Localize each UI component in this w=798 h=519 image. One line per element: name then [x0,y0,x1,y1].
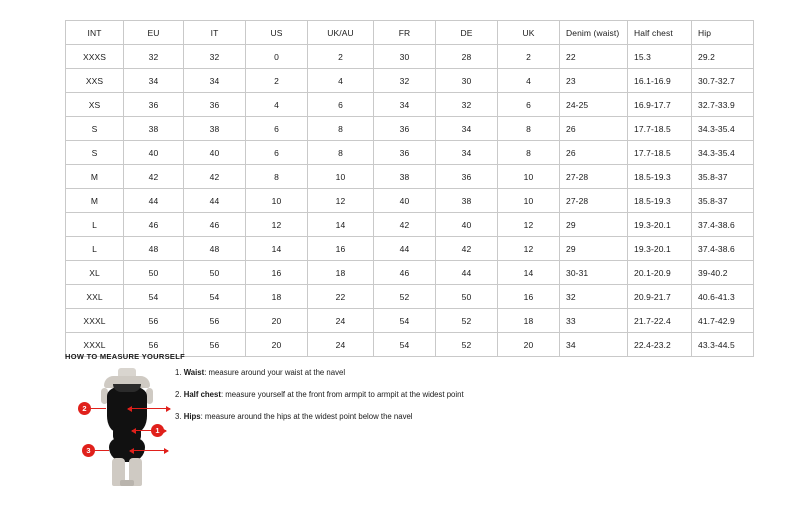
cell-ukau: 18 [308,261,374,285]
cell-half-chest: 17.7-18.5 [628,117,692,141]
cell-de: 30 [436,69,498,93]
table-row [66,189,754,213]
cell-it: 50 [184,261,246,285]
cell-half-chest: 19.3-20.1 [628,237,692,261]
cell-denim-waist: 33 [560,309,628,333]
cell-int: XXXL [66,333,124,357]
measure-item-text: : measure yourself at the front from armpit to armpit at the widest point [220,390,464,400]
cell-uk: 16 [498,285,560,309]
cell-de: 36 [436,165,498,189]
cell-int: L [66,213,124,237]
cell-us: 6 [246,117,308,141]
cell-half-chest: 16.1-16.9 [628,69,692,93]
table-row [66,309,754,333]
cell-ukau: 8 [308,141,374,165]
column-header-uk: UK [498,21,560,45]
badge-waist: 1 [151,424,164,437]
cell-it: 32 [184,45,246,69]
cell-us: 20 [246,333,308,357]
cell-ukau: 6 [308,93,374,117]
column-header-int: INT [66,21,124,45]
measure-item-number: 2. [175,390,182,400]
cell-de: 52 [436,333,498,357]
cell-eu: 38 [124,117,184,141]
cell-denim-waist: 27-28 [560,189,628,213]
mannequin-figure [100,368,154,486]
cell-eu: 48 [124,237,184,261]
cell-ukau: 22 [308,285,374,309]
table-row [66,285,754,309]
cell-half-chest: 17.7-18.5 [628,141,692,165]
cell-hip: 43.3-44.5 [692,333,754,357]
cell-int: S [66,117,124,141]
cell-ukau: 24 [308,333,374,357]
column-header-ukau: UK/AU [308,21,374,45]
measure-item-number: 3. [175,412,182,422]
cell-ukau: 4 [308,69,374,93]
cell-uk: 18 [498,309,560,333]
cell-it: 44 [184,189,246,213]
cell-eu: 56 [124,333,184,357]
cell-hip: 40.6-41.3 [692,285,754,309]
column-header-denim-waist: Denim (waist) [560,21,628,45]
cell-fr: 32 [374,69,436,93]
cell-it: 46 [184,213,246,237]
how-to-measure-list [175,368,595,434]
cell-denim-waist: 24-25 [560,93,628,117]
badge-half-chest: 2 [78,402,91,415]
table-row [66,213,754,237]
table-row [66,117,754,141]
table-row [66,69,754,93]
cell-int: M [66,165,124,189]
cell-uk: 2 [498,45,560,69]
cell-de: 34 [436,117,498,141]
cell-uk: 14 [498,261,560,285]
cell-half-chest: 19.3-20.1 [628,213,692,237]
cell-us: 6 [246,141,308,165]
cell-int: XXXL [66,309,124,333]
cell-uk: 12 [498,213,560,237]
cell-denim-waist: 29 [560,213,628,237]
cell-de: 38 [436,189,498,213]
size-chart-table [65,20,754,357]
cell-it: 38 [184,117,246,141]
cell-fr: 36 [374,141,436,165]
cell-de: 40 [436,213,498,237]
measure-item-hips [175,412,595,422]
cell-fr: 30 [374,45,436,69]
cell-hip: 37.4-38.6 [692,213,754,237]
how-to-measure-title: HOW TO MEASURE YOURSELF [65,352,185,361]
cell-fr: 38 [374,165,436,189]
cell-half-chest: 20.9-21.7 [628,285,692,309]
measure-item-text: : measure around the hips at the widest point below the navel [200,412,413,422]
badge-connector-hips [95,450,109,451]
cell-half-chest: 21.7-22.4 [628,309,692,333]
cell-ukau: 2 [308,45,374,69]
cell-fr: 54 [374,333,436,357]
cell-hip: 39-40.2 [692,261,754,285]
cell-it: 54 [184,285,246,309]
cell-half-chest: 22.4-23.2 [628,333,692,357]
cell-int: XXXS [66,45,124,69]
measure-item-half-chest [175,390,595,400]
cell-uk: 6 [498,93,560,117]
cell-it: 42 [184,165,246,189]
cell-fr: 54 [374,309,436,333]
cell-de: 52 [436,309,498,333]
cell-us: 8 [246,165,308,189]
column-header-us: US [246,21,308,45]
cell-us: 14 [246,237,308,261]
cell-de: 34 [436,141,498,165]
cell-de: 44 [436,261,498,285]
cell-it: 56 [184,333,246,357]
cell-ukau: 12 [308,189,374,213]
cell-half-chest: 16.9-17.7 [628,93,692,117]
table-body [66,45,754,357]
cell-fr: 46 [374,261,436,285]
cell-de: 42 [436,237,498,261]
cell-de: 28 [436,45,498,69]
cell-ukau: 14 [308,213,374,237]
half-chest-measure-arrow-icon [128,408,170,409]
cell-us: 12 [246,213,308,237]
cell-fr: 34 [374,93,436,117]
cell-hip: 29.2 [692,45,754,69]
cell-us: 18 [246,285,308,309]
cell-half-chest: 18.5-19.3 [628,189,692,213]
cell-denim-waist: 22 [560,45,628,69]
cell-eu: 34 [124,69,184,93]
cell-int: L [66,237,124,261]
table-header-row [66,21,754,45]
column-header-eu: EU [124,21,184,45]
measure-item-text: : measure around your waist at the navel [204,368,346,377]
cell-eu: 56 [124,309,184,333]
cell-eu: 42 [124,165,184,189]
cell-denim-waist: 29 [560,237,628,261]
cell-fr: 44 [374,237,436,261]
column-header-half-chest: Half chest [628,21,692,45]
cell-us: 20 [246,309,308,333]
cell-uk: 10 [498,189,560,213]
cell-it: 40 [184,141,246,165]
cell-int: S [66,141,124,165]
cell-it: 36 [184,93,246,117]
cell-eu: 46 [124,213,184,237]
table-row [66,165,754,189]
cell-int: XXL [66,285,124,309]
cell-fr: 42 [374,213,436,237]
cell-denim-waist: 27-28 [560,165,628,189]
cell-eu: 54 [124,285,184,309]
cell-us: 16 [246,261,308,285]
cell-us: 4 [246,93,308,117]
cell-eu: 50 [124,261,184,285]
cell-fr: 52 [374,285,436,309]
column-header-it: IT [184,21,246,45]
cell-denim-waist: 32 [560,285,628,309]
cell-half-chest: 15.3 [628,45,692,69]
measure-item-term: Half chest [183,390,221,400]
cell-it: 34 [184,69,246,93]
measure-item-term: Waist [183,368,205,377]
cell-uk: 8 [498,117,560,141]
cell-hip: 37.4-38.6 [692,237,754,261]
cell-uk: 12 [498,237,560,261]
cell-denim-waist: 30-31 [560,261,628,285]
cell-eu: 32 [124,45,184,69]
cell-eu: 36 [124,93,184,117]
cell-denim-waist: 34 [560,333,628,357]
cell-fr: 36 [374,117,436,141]
table-row [66,45,754,69]
cell-hip: 30.7-32.7 [692,69,754,93]
mannequin-illustration [78,368,173,488]
cell-denim-waist: 26 [560,117,628,141]
table-row [66,141,754,165]
mannequin-arm-right [146,388,153,404]
cell-hip: 32.7-33.9 [692,93,754,117]
cell-eu: 40 [124,141,184,165]
cell-it: 56 [184,309,246,333]
cell-us: 2 [246,69,308,93]
cell-int: XS [66,93,124,117]
cell-half-chest: 18.5-19.3 [628,165,692,189]
column-header-de: DE [436,21,498,45]
measure-item-waist [175,368,595,378]
cell-denim-waist: 23 [560,69,628,93]
cell-hip: 35.8-37 [692,189,754,213]
table-row [66,261,754,285]
mannequin-stand [120,480,134,486]
cell-eu: 44 [124,189,184,213]
cell-it: 48 [184,237,246,261]
badge-connector-half-chest [91,408,106,409]
cell-hip: 34.3-35.4 [692,117,754,141]
cell-ukau: 10 [308,165,374,189]
cell-uk: 10 [498,165,560,189]
table-row [66,237,754,261]
cell-hip: 34.3-35.4 [692,141,754,165]
hips-measure-arrow-icon [130,450,168,451]
cell-hip: 35.8-37 [692,165,754,189]
cell-hip: 41.7-42.9 [692,309,754,333]
cell-ukau: 24 [308,309,374,333]
cell-us: 10 [246,189,308,213]
cell-uk: 20 [498,333,560,357]
cell-de: 32 [436,93,498,117]
cell-fr: 40 [374,189,436,213]
cell-ukau: 16 [308,237,374,261]
cell-int: XXS [66,69,124,93]
measure-item-number: 1. [175,368,182,377]
size-chart-table-wrapper [65,20,733,357]
cell-denim-waist: 26 [560,141,628,165]
column-header-fr: FR [374,21,436,45]
measure-item-term: Hips [183,412,201,422]
cell-ukau: 8 [308,117,374,141]
table-row [66,93,754,117]
badge-hips: 3 [82,444,95,457]
cell-half-chest: 20.1-20.9 [628,261,692,285]
badge-connector-waist [138,430,152,431]
cell-uk: 8 [498,141,560,165]
cell-de: 50 [436,285,498,309]
column-header-hip: Hip [692,21,754,45]
cell-int: XL [66,261,124,285]
cell-int: M [66,189,124,213]
cell-uk: 4 [498,69,560,93]
cell-us: 0 [246,45,308,69]
